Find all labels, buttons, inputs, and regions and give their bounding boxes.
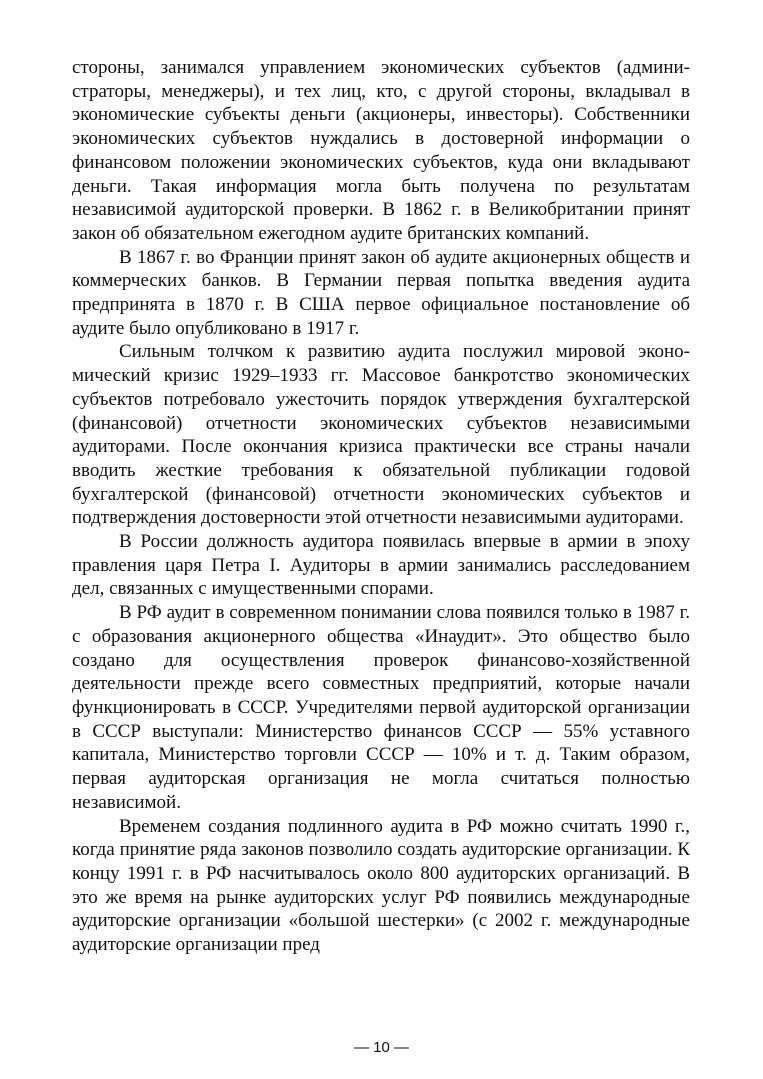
- paragraph: В 1867 г. во Франции принят закон об аудите акционерных обществ и коммерческих банков. В Германии первая попытка введения аудита предпринята в 1870 г. В США первое официальное постановление об аудите было опубликовано в 1917 г.: [72, 246, 690, 339]
- page-number: — 10 —: [353, 1039, 410, 1056]
- paragraph: Временем создания подлинного аудита в РФ можно считать 1990 г., когда принятие ряда законов позволило создать аудиторские организации. К концу 1991 г. в РФ насчитывалось около 800 аудиторских организаций. В это же время на рынке аудиторских услуг РФ появились международные аудиторские организации «большой шестерки» (с 2002 г. международные аудиторские организации пред: [72, 815, 690, 956]
- body-text: [72, 56, 690, 957]
- paragraph: В России должность аудитора появилась впервые в армии в эпоху правления царя Петра I. Аудиторы в армии занимались расследованием дел, связанных с имущественными спорами.: [72, 531, 690, 600]
- paragraph: В РФ аудит в современном понимании слова появился только в 1987 г. с образования акционерного общества «Инаудит». Это общество было создано для осуществления проверок финансово-хозяйственной деятельности прежде всего совместных предприятий, которые начали функционировать в СССР. Учредителями первой аудиторской организации в СССР выступали: Министерство финансов СССР — 55% уставного капитала, Министерство торговли СССР — 10% и т. д. Таким образом, первая аудиторская организация не могла считаться полностью независимой.: [72, 602, 690, 813]
- paragraph-continued: стороны, занимался управлением экономических субъектов (администраторы, менеджеры), и тех лиц, кто, с другой стороны, вкладывал в экономические субъекты деньги (акционеры, инвесторы). Собственники экономических субъектов нуждались в достоверной информации о финансовом положении экономических субъектов, куда они вкладывают деньги. Такая информация могла быть получена по результатам независимой аудиторской проверки. В 1862 г. в Великобритании принят закон об обязательном ежегодном аудите британских компаний.: [72, 57, 690, 244]
- paragraph: Сильным толчком к развитию аудита послужил мировой экономический кризис 1929–1933 гг. Массовое банкротство экономических субъектов потребовало ужесточить порядок утверждения бухгалтерской (финансовой) отчетности экономических субъектов независимыми аудиторами. После окончания кризиса практически все страны начали вводить жесткие требования к обязательной публикации годовой бухгалтерской (финансовой) отчетности экономических субъектов и подтверждения достоверности этой отчетности независимыми аудиторами.: [72, 341, 690, 529]
